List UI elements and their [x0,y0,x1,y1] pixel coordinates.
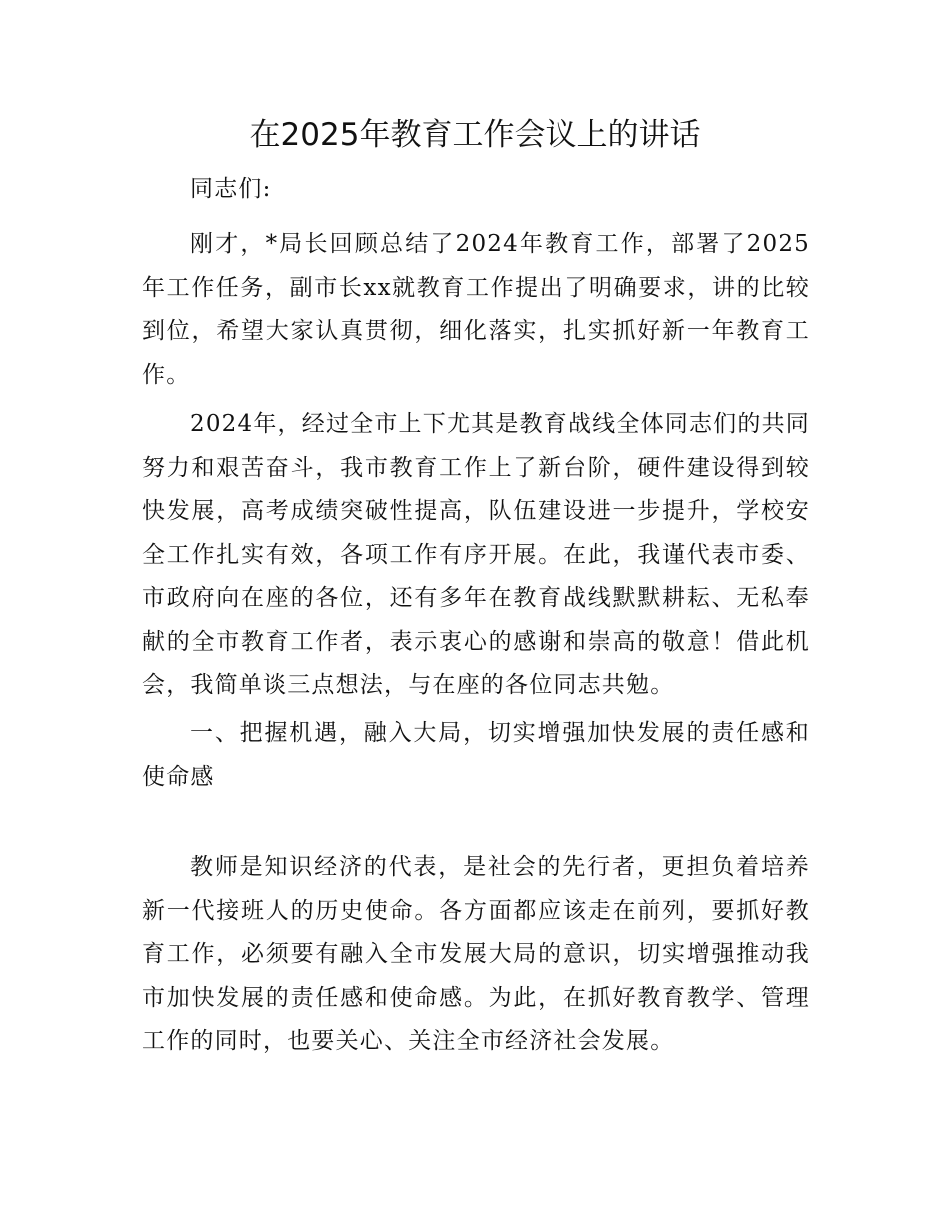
document-title: 在2025年教育工作会议上的讲话 [249,117,701,153]
paragraph-opening: 刚才，*局长回顾总结了2024年教育工作，部署了2025年工作任务，副市长xx就教育工作提出了明确要求，讲的比较到位，希望大家认真贯彻，细化落实，扎实抓好新一年教育工作。 [142,231,810,388]
paragraph-section-1: 教师是知识经济的代表，是社会的先行者，更担负着培养新一代接班人的历史使命。各方面都应该走在前列，要抓好教育工作，必须要有融入全市发展大局的意识，切实增强推动我市加快发展的责任感和使命感。为此，在抓好教育教学、管理工作的同时，也要关心、关注全市经济社会发展。 [142,854,810,1054]
salutation: 同志们: [190,176,272,202]
section-heading-1: 一、把握机遇，融入大局，切实增强加快发展的责任感和使命感 [142,720,810,790]
paragraph-review: 2024年，经过全市上下尤其是教育战线全体同志们的共同努力和艰苦奋斗，我市教育工作上了新台阶，硬件建设得到较快发展，高考成绩突破性提高，队伍建设进一步提升，学校安全工作扎实有效，各项工作有序开展。在此，我谨代表市委、市政府向在座的各位，还有多年在教育战线默默耕耘、无私奉献的全市教育工作者，表示衷心的感谢和崇高的敬意！借此机会，我简单谈三点想法，与在座的各位同志共勉。 [142,411,810,698]
